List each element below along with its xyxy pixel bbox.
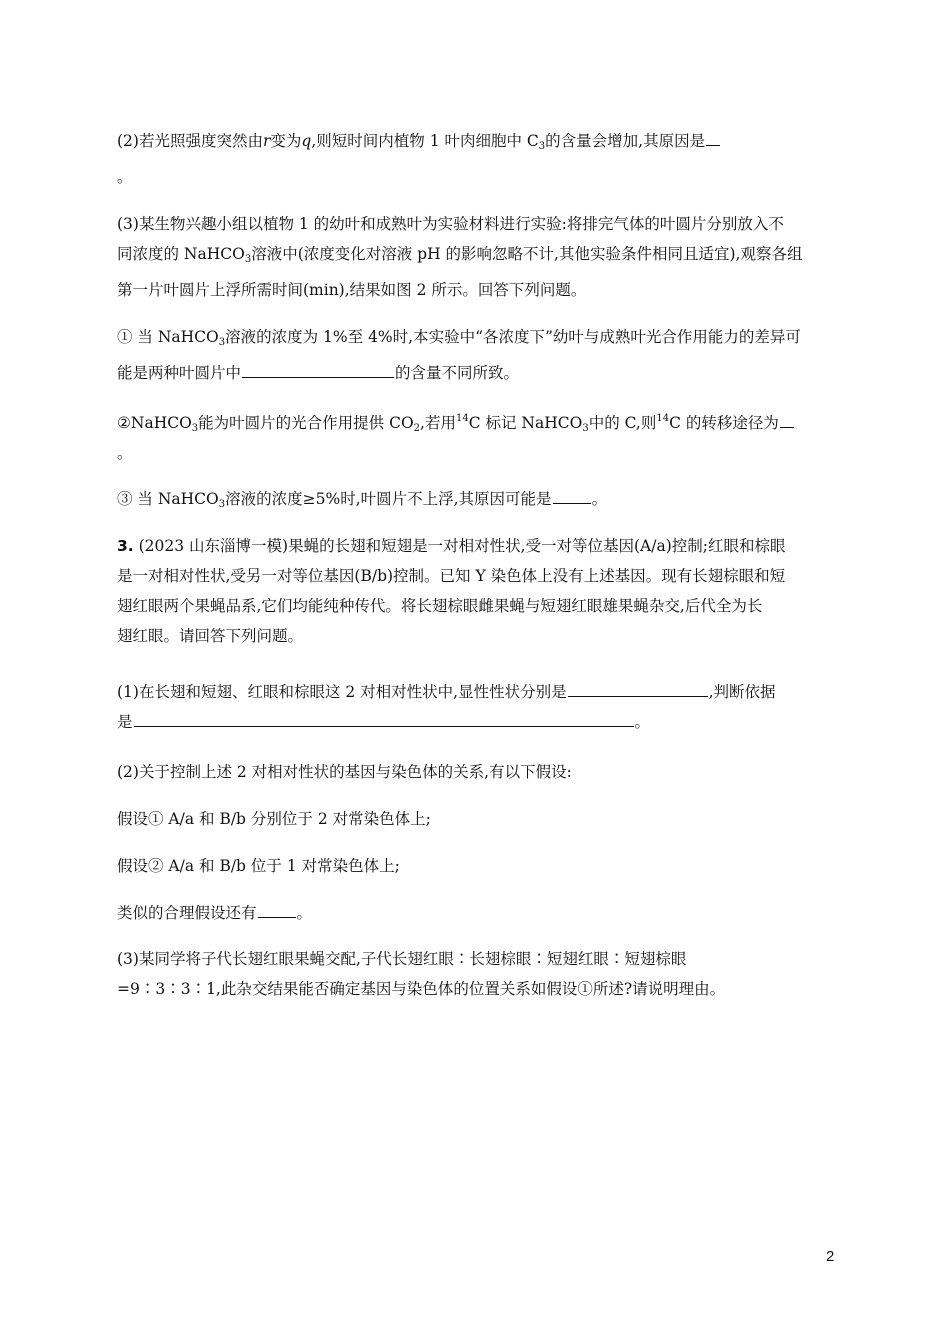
- hypothesis-2: 假设② A/a 和 B/b 位于 1 对常染色体上;: [117, 857, 400, 875]
- text: (2023 山东淄博一模)果蝇的长翅和短翅是一对相对性状,受一对等位基因(A/a)控制;红眼和棕眼: [133, 537, 786, 555]
- answer-blank[interactable]: [706, 131, 720, 146]
- page-number: 2: [826, 1248, 835, 1265]
- text-line: [117, 677, 837, 707]
- text: 溶液的浓度为 1%至 4%时,本实验中“各浓度下”幼叶与成熟叶光合作用能力的差异可: [225, 328, 801, 346]
- question-2-3-1: [117, 322, 837, 388]
- text-line: =9∶3∶3∶1,此杂交结果能否确定基因与染色体的位置关系如假设①所述?请说明理由。: [117, 980, 726, 998]
- text: 的含量会增加,其原因是: [545, 132, 706, 150]
- question-2-2-end: [117, 162, 837, 193]
- answer-blank[interactable]: [553, 489, 591, 504]
- text: (1)在长翅和短翅、红眼和棕眼这 2 对相对性状中,显性性状分别是: [117, 683, 567, 701]
- text: (2)若光照强度突然由: [117, 132, 263, 150]
- text-line: [117, 322, 837, 358]
- text: 能为叶圆片的光合作用提供 CO: [198, 414, 414, 432]
- subscript: 3: [218, 337, 226, 348]
- text-line: [117, 358, 837, 388]
- question-2-3-3: [117, 484, 837, 520]
- question-number: 3.: [117, 537, 134, 555]
- text: 中的 C,则: [588, 414, 657, 432]
- question-3-2: (2)关于控制上述 2 对相对性状的基因与染色体的关系,有以下假设:: [117, 763, 572, 781]
- text-line: 翅红眼。请回答下列问题。: [117, 627, 304, 645]
- text: 。: [296, 904, 313, 922]
- hypothesis-1: 假设① A/a 和 B/b 分别位于 2 对常染色体上;: [117, 810, 431, 828]
- text-line: [117, 239, 837, 275]
- text: 变为: [270, 132, 302, 150]
- text: ③ 当 NaHCO: [117, 490, 219, 508]
- text: 。: [117, 168, 133, 186]
- text: 溶液的浓度≥5%时,叶圆片不上浮,其原因可能是: [225, 490, 552, 508]
- text: ,若用: [420, 414, 456, 432]
- answer-blank[interactable]: [568, 682, 708, 697]
- question-2-3-2-end: [117, 438, 837, 469]
- text: 。: [117, 444, 133, 462]
- text: C 标记 NaHCO: [468, 414, 583, 432]
- superscript: 14: [656, 413, 670, 424]
- text: C 的转移途径为: [669, 414, 779, 432]
- superscript: 14: [455, 413, 469, 424]
- text-line: (3)某同学将子代长翅红眼果蝇交配,子代长翅红眼∶长翅棕眼∶短翅红眼∶短翅棕眼: [117, 950, 687, 968]
- question-2-2: [117, 126, 837, 162]
- question-3-1: [117, 677, 837, 737]
- text-line: [117, 707, 837, 737]
- subscript: 3: [538, 141, 546, 152]
- question-3-3: [117, 944, 837, 1004]
- text: 同浓度的 NaHCO: [117, 245, 245, 263]
- subscript: 2: [413, 423, 421, 434]
- subscript: 3: [582, 423, 589, 434]
- text-line: [117, 531, 837, 561]
- subscript: 3: [244, 254, 252, 265]
- subscript: 3: [191, 423, 199, 434]
- answer-blank[interactable]: [780, 413, 794, 428]
- answer-blank[interactable]: [134, 712, 634, 727]
- text: 。: [591, 490, 608, 508]
- text: 的含量不同所致。: [395, 364, 520, 382]
- text-line: 第一片叶圆片上浮所需时间(min),结果如图 2 所示。回答下列问题。: [117, 281, 587, 299]
- question-2-3: [117, 209, 837, 305]
- question-3: [117, 531, 837, 651]
- text-line: (3)某生物兴趣小组以植物 1 的幼叶和成熟叶为实验材料进行实验:将排完气体的叶圆片分别放入不: [117, 215, 784, 233]
- answer-blank[interactable]: [242, 363, 394, 378]
- text: 类似的合理假设还有: [117, 904, 257, 922]
- text-line: 翅红眼两个果蝇品系,它们均能纯种传代。将长翅棕眼雌果蝇与短翅红眼雄果蝇杂交,后代全为长: [117, 597, 763, 615]
- text: ②NaHCO: [117, 414, 192, 432]
- text: 是: [117, 713, 133, 731]
- text: ,判断依据: [708, 683, 776, 701]
- subscript: 3: [218, 499, 226, 510]
- text: 。: [634, 713, 651, 731]
- variable-r: r: [262, 132, 271, 150]
- text: 能是两种叶圆片中: [117, 364, 242, 382]
- text-line: 是一对相对性状,受另一对等位基因(B/b)控制。已知 Y 染色体上没有上述基因。现有长翅棕眼和短: [117, 567, 786, 585]
- hypothesis-other: [117, 898, 837, 929]
- answer-blank[interactable]: [258, 903, 296, 918]
- text: ,则短时间内植物 1 叶肉细胞中 C: [311, 132, 539, 150]
- text: ① 当 NaHCO: [117, 328, 219, 346]
- variable-q: q: [301, 132, 312, 150]
- text: 溶液中(浓度变化对溶液 pH 的影响忽略不计,其他实验条件相同且适宜),观察各组: [251, 245, 803, 263]
